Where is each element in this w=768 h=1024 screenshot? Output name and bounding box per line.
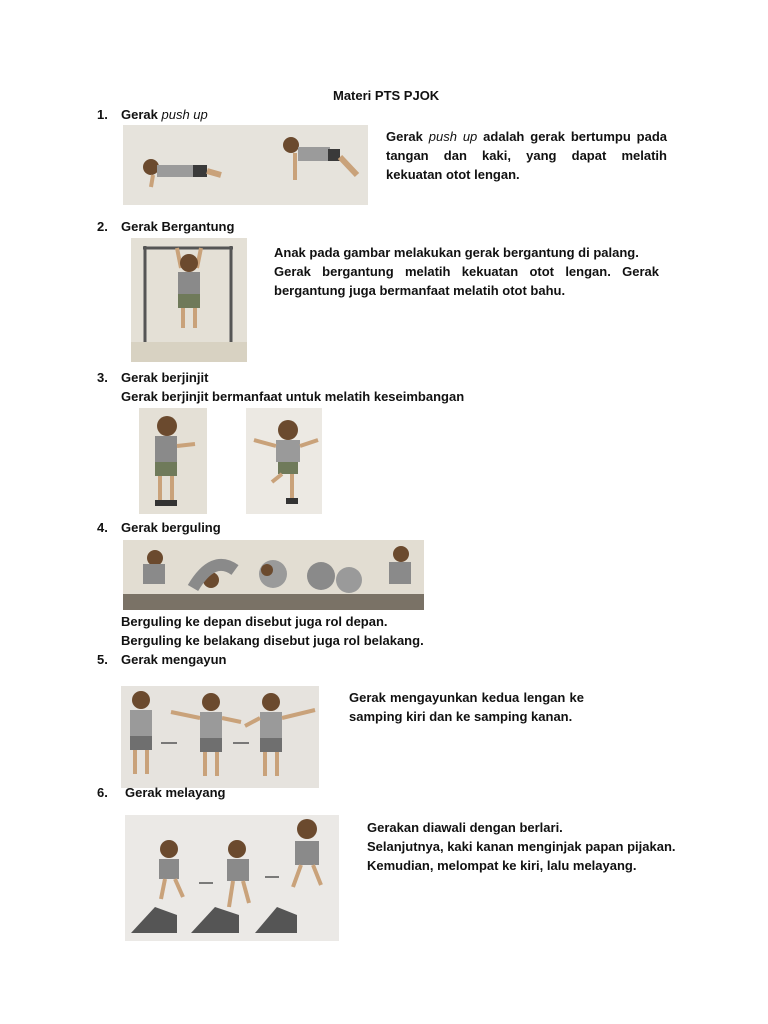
section-6-line-1: Gerakan diawali dengan berlari.: [367, 820, 563, 835]
section-6-line-3: Kemudian, melompat ke kiri, lalu melayang.: [367, 858, 637, 873]
tiptoe-image-1: [139, 408, 207, 514]
section-6-number: 6.: [97, 785, 108, 800]
swing-image: [121, 686, 319, 788]
section-4-line-2: Berguling ke belakang disebut juga rol belakang.: [121, 633, 424, 648]
section-6-line-2: Selanjutnya, kaki kanan menginjak papan pijakan.: [367, 839, 676, 854]
rolling-image: [123, 540, 424, 610]
section-1-text: Gerak push up adalah gerak bertumpu pada tangan dan kaki, yang dapat melatih kekuatan otot lengan.: [386, 129, 667, 182]
hanging-image: [131, 238, 247, 362]
section-6-heading: Gerak melayang: [125, 785, 226, 800]
pushup-image: [123, 125, 368, 205]
leap-image: [125, 815, 339, 941]
section-4-line-1: Berguling ke depan disebut juga rol depan.: [121, 614, 388, 629]
section-3-subheading: Gerak berjinjit bermanfaat untuk melatih keseimbangan: [121, 389, 465, 404]
page-title: Materi PTS PJOK: [333, 88, 440, 103]
section-2-number: 2.: [97, 219, 108, 234]
section-1-number: 1.: [97, 107, 108, 122]
section-5-heading: Gerak mengayun: [121, 652, 227, 667]
section-2-heading: Gerak Bergantung: [121, 219, 235, 234]
section-2-line-1: Anak pada gambar melakukan gerak bergantung di palang.: [274, 245, 639, 260]
tiptoe-image-2: [246, 408, 322, 514]
section-4-number: 4.: [97, 520, 108, 535]
section-1-heading: Gerak push up: [121, 107, 208, 122]
section-3-heading: Gerak berjinjit: [121, 370, 209, 385]
section-5-text: Gerak mengayunkan kedua lengan ke samping kiri dan ke samping kanan.: [349, 690, 584, 724]
section-4-heading: Gerak berguling: [121, 520, 221, 535]
section-2-line-2: Gerak bergantung melatih kekuatan otot lengan. Gerak bergantung juga bermanfaat melatih otot bahu.: [274, 264, 659, 298]
section-3-number: 3.: [97, 370, 108, 385]
section-5-number: 5.: [97, 652, 108, 667]
